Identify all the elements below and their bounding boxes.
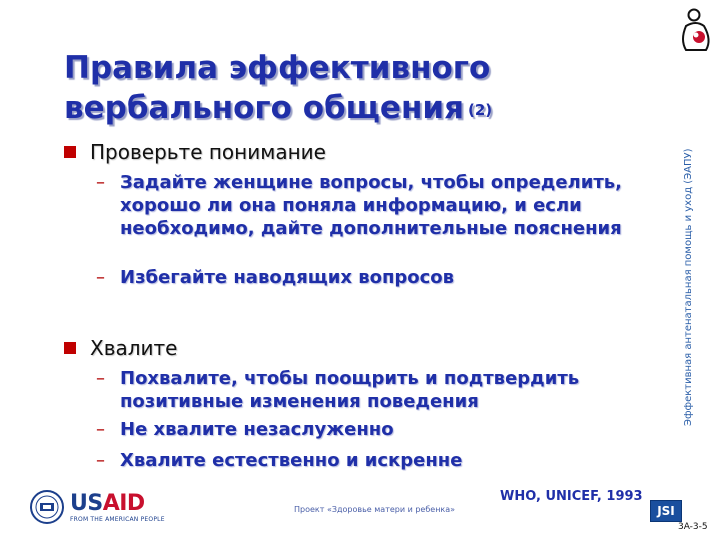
- source-citation: WHO, UNICEF, 1993: [500, 489, 643, 504]
- dash-icon: –: [96, 368, 105, 389]
- dash-icon: –: [96, 419, 105, 440]
- project-name: Проект «Здоровье матери и ребенка»: [294, 505, 456, 514]
- sub-item: [96, 367, 636, 413]
- usaid-wordmark: USAID: [70, 490, 145, 516]
- sub-item: [96, 449, 636, 472]
- sub-item: [96, 171, 636, 240]
- usaid-tagline: FROM THE AMERICAN PEOPLE: [70, 515, 165, 523]
- page-title: [64, 48, 624, 130]
- title-suffix: (2): [468, 101, 493, 119]
- bullet-square-icon: [64, 146, 76, 158]
- usaid-seal-icon: [30, 490, 64, 524]
- bullet-check-understanding: [64, 140, 326, 164]
- bullet-square-icon: [64, 342, 76, 354]
- usaid-logo: [30, 490, 165, 524]
- bullet-heading: Проверьте понимание: [90, 140, 326, 164]
- dash-icon: –: [96, 450, 105, 471]
- sub-item-text: Не хвалите незаслуженно: [120, 419, 394, 440]
- dash-icon: –: [96, 267, 105, 288]
- sub-item-text: Избегайте наводящих вопросов: [120, 267, 455, 288]
- slide-code: 3A-3-5: [678, 522, 708, 532]
- sub-item-text: Хвалите естественно и искренне: [120, 450, 463, 471]
- jsi-logo: JSI: [650, 500, 682, 522]
- sidebar-vertical-text: Эффективная антенатальная помощь и уход (ЭАПУ): [683, 148, 694, 426]
- sub-item: [96, 418, 636, 441]
- sub-item: [96, 266, 636, 289]
- bullet-praise: [64, 336, 177, 360]
- mother-child-logo-icon: [676, 6, 716, 54]
- title-line-2: вербального общения: [64, 90, 464, 126]
- sub-item-text: Похвалите, чтобы поощрить и подтвердить позитивные изменения поведения: [120, 368, 580, 412]
- sub-item-text: Задайте женщине вопросы, чтобы определить, хорошо ли она поняла информацию, и если необходимо, дайте дополнительные пояснения: [120, 172, 622, 239]
- dash-icon: –: [96, 172, 105, 193]
- title-line-1: Правила эффективного: [64, 50, 491, 86]
- bullet-heading: Хвалите: [90, 336, 178, 360]
